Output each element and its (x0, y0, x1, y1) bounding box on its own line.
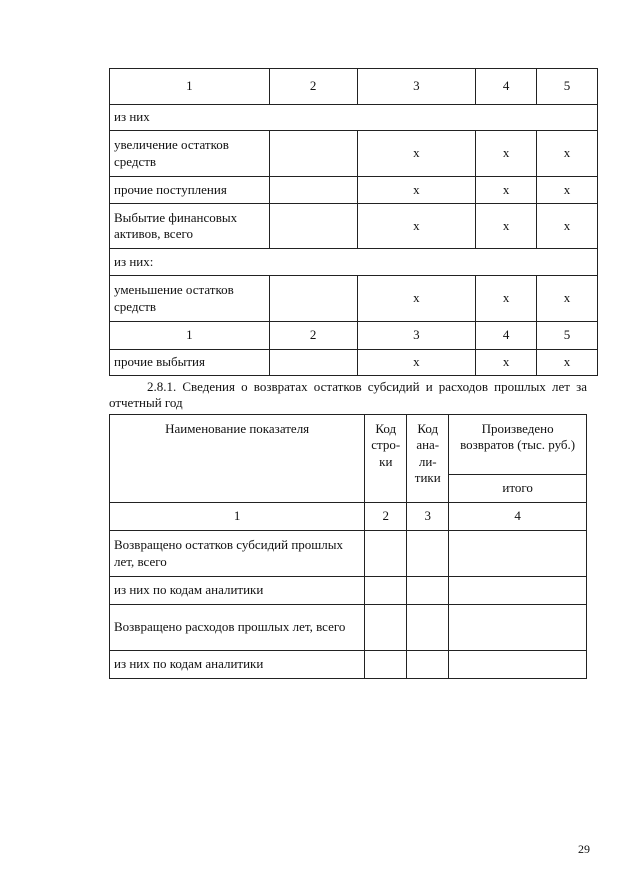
row-label: уменьшение остатков средств (110, 276, 270, 322)
cell: x (537, 276, 598, 322)
cell (449, 577, 587, 605)
col-number-1: 1 (110, 322, 270, 350)
col-number-2: 2 (269, 69, 357, 105)
cell: x (537, 131, 598, 177)
table-row (110, 105, 598, 131)
col-number-4: 4 (476, 69, 537, 105)
col-number-1: 1 (110, 69, 270, 105)
table-header-row (110, 503, 587, 531)
cell (407, 605, 449, 651)
table-row (110, 605, 587, 651)
cell (269, 177, 357, 204)
row-label: прочие выбытия (110, 350, 270, 376)
cell: x (476, 177, 537, 204)
table-row (110, 131, 598, 177)
table-header-row (110, 322, 598, 350)
row-label: увеличение остатков средств (110, 131, 270, 177)
table-row (110, 531, 587, 577)
cell: x (476, 204, 537, 249)
col-number-4: 4 (449, 503, 587, 531)
table-row (110, 249, 598, 276)
table-header-row (110, 69, 598, 105)
row-label: из них (110, 105, 598, 131)
cell (269, 276, 357, 322)
row-label: прочие поступления (110, 177, 270, 204)
cell (449, 651, 587, 679)
cell (449, 605, 587, 651)
cell: x (537, 204, 598, 249)
row-label: из них: (110, 249, 598, 276)
cell (269, 350, 357, 376)
row-label: Возвращено расходов прошлых лет, всего (110, 605, 365, 651)
col-number-5: 5 (537, 69, 598, 105)
cell: x (357, 204, 476, 249)
cell (269, 204, 357, 249)
page-number: 29 (578, 842, 590, 856)
cell: x (357, 276, 476, 322)
cell (449, 531, 587, 577)
cell: x (537, 350, 598, 376)
cell (407, 531, 449, 577)
table-financial-assets (109, 68, 598, 376)
cell (365, 651, 407, 679)
table-returns (109, 414, 587, 679)
table-row (110, 350, 598, 376)
row-label: Возвращено остатков субсидий прошлых лет, всего (110, 531, 365, 577)
header-code-analytics: Код ана-ли-тики (407, 415, 449, 503)
table-row (110, 204, 598, 249)
table-row (110, 276, 598, 322)
section-caption: 2.8.1. Сведения о возвратах остатков субсидий и расходов прошлых лет за отчетный год (109, 379, 587, 410)
col-number-3: 3 (407, 503, 449, 531)
col-number-2: 2 (269, 322, 357, 350)
table-row (110, 651, 587, 679)
row-label: Выбытие финансовых активов, всего (110, 204, 270, 249)
cell: x (476, 350, 537, 376)
col-number-5: 5 (537, 322, 598, 350)
cell: x (476, 276, 537, 322)
header-name: Наименование показателя (110, 415, 365, 503)
cell: x (537, 177, 598, 204)
cell (365, 577, 407, 605)
row-label: из них по кодам аналитики (110, 651, 365, 679)
cell: x (476, 131, 537, 177)
cell: x (357, 177, 476, 204)
col-number-1: 1 (110, 503, 365, 531)
table-row (110, 577, 587, 605)
table-row (110, 177, 598, 204)
row-label: из них по кодам аналитики (110, 577, 365, 605)
cell (407, 577, 449, 605)
cell: x (357, 350, 476, 376)
col-number-3: 3 (357, 322, 476, 350)
cell: x (357, 131, 476, 177)
header-code-row: Код стро-ки (365, 415, 407, 503)
cell (407, 651, 449, 679)
header-returned: Произведено возвратов (тыс. руб.) (449, 415, 587, 475)
col-number-4: 4 (476, 322, 537, 350)
col-number-3: 3 (357, 69, 476, 105)
cell (269, 131, 357, 177)
cell (365, 605, 407, 651)
header-total: итого (449, 475, 587, 503)
cell (365, 531, 407, 577)
col-number-2: 2 (365, 503, 407, 531)
